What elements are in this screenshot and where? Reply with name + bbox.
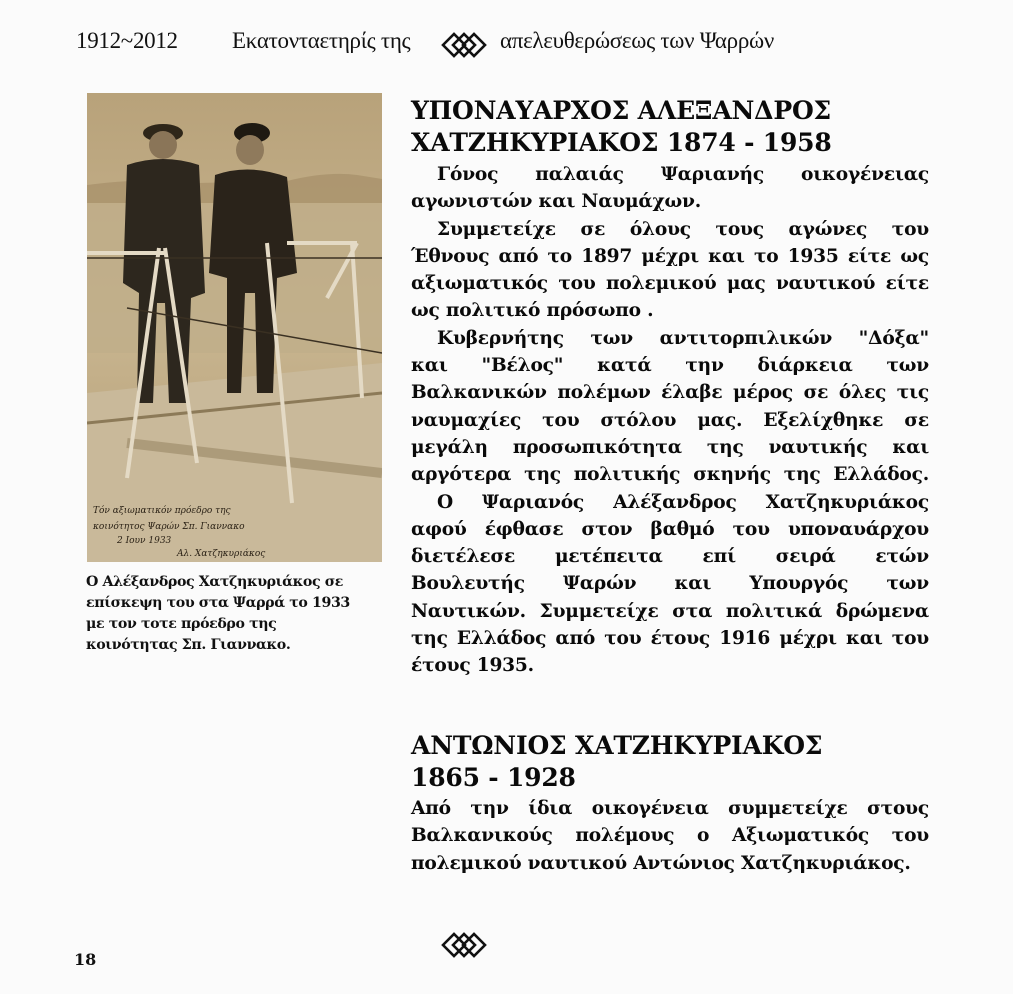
triple-diamond-icon: [440, 930, 488, 960]
heading-line: ΑΝΤΩΝΙΟΣ ΧΑΤΖΗΚΥΡΙΑΚΟΣ: [411, 731, 823, 760]
header-title-left: Εκατονταετηρίς της: [232, 28, 411, 53]
triple-diamond-icon: [440, 30, 488, 60]
section2-heading: [411, 730, 929, 794]
caption-line: Ο Αλέξανδρος Χατζηκυριάκος σε: [86, 574, 344, 590]
historical-photograph: [87, 93, 382, 562]
heading-line: ΧΑΤΖΗΚΥΡΙΑΚΟΣ 1874 - 1958: [411, 128, 832, 157]
body-line: ναυμαχίες του στόλου μας. Εξελίχθηκε σε: [411, 409, 929, 431]
heading-line: ΥΠΟΝΑΥΑΡΧΟΣ ΑΛΕΞΑΝΔΡΟΣ: [411, 96, 832, 125]
section2-body: [411, 795, 929, 877]
body-line: διετέλεσε μετέπειτα επί σειρά ετών: [411, 546, 929, 568]
caption-line: επίσκεψη του στα Ψαρρά το 1933: [86, 595, 350, 611]
body-line: μεγάλη προσωπικότητα της ναυτικής και: [411, 436, 929, 458]
header-years: 1912~2012: [76, 28, 178, 53]
body-line: πολεμικού ναυτικού Αντώνιος Χατζηκυριάκος.: [411, 852, 911, 874]
body-line: Ο Ψαριανός Αλέξανδρος Χατζηκυριάκος: [437, 491, 929, 513]
body-line: αξιωματικός του πολεμικού μας ναυτικού είτε: [411, 273, 929, 295]
body-line: Βαλκανικούς πολέμους ο Αξιωματικός του: [411, 825, 929, 847]
body-line: Ναυτικών. Συμμετείχε στα πολιτικά δρώμενα: [411, 600, 929, 622]
photo-inscription-line: Αλ. Χατζηκυριάκος: [177, 549, 266, 559]
body-line: ως πολιτικό πρόσωπο .: [411, 300, 654, 322]
caption-line: με τον τοτε πρόεδρο της: [86, 616, 277, 632]
body-line: Κυβερνήτης των αντιτορπιλικών "Δόξα": [437, 327, 929, 349]
body-line: Βαλκανικών πολέμων έλαβε μέρος σε όλες τις: [411, 382, 929, 404]
page-number: 18: [74, 950, 97, 969]
body-line: της Ελλάδος από του έτους 1916 μέχρι και του: [411, 628, 929, 650]
body-line: Βουλευτής Ψαρών και Υπουργός των: [411, 573, 929, 595]
header-title-right: απελευθερώσεως των Ψαρρών: [500, 28, 774, 53]
body-line: αργότερα της πολιτικής σκηνής της Ελλάδος.: [411, 464, 929, 486]
body-line: αφού έφθασε στον βαθμό του υποναυάρχου: [411, 518, 929, 540]
photo-caption: [86, 572, 386, 656]
photo-inscription-line: 2 Ιουν 1933: [117, 536, 172, 546]
photo-inscription-line: Τόν αξιωματικόν πρόεδρο της: [93, 506, 231, 516]
body-line: έτους 1935.: [411, 655, 534, 677]
body-line: Συμμετείχε σε όλους τους αγώνες του: [437, 218, 929, 240]
body-line: και "Βέλος" κατά την διάρκεια των: [411, 355, 929, 377]
body-line: Έθνους από το 1897 μέχρι και το 1935 είτε ως: [411, 245, 929, 267]
body-line: Γόνος παλαιάς Ψαριανής οικογένειας: [437, 164, 929, 185]
photo-inscription-line: κοινότητος Ψαρών Σπ. Γιαννακο: [93, 522, 245, 532]
caption-line: κοινότητας Σπ. Γιαννακο.: [86, 637, 291, 653]
sepia-photo-illustration: [87, 93, 382, 562]
body-line: Από την ίδια οικογένεια συμμετείχε στους: [411, 798, 929, 819]
section1-body: [411, 161, 929, 680]
body-line: αγωνιστών και Ναυμάχων.: [411, 191, 702, 213]
section1-heading: [411, 95, 929, 159]
heading-line: 1865 - 1928: [411, 763, 576, 792]
